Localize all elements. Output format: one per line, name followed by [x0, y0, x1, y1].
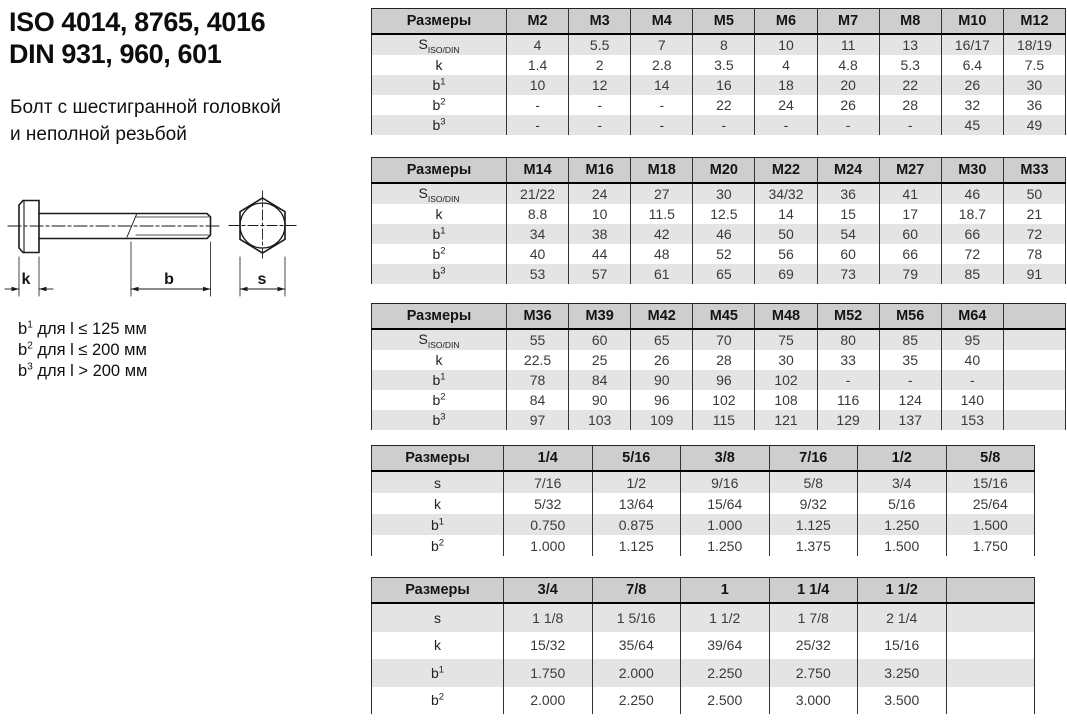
table-header-row [372, 578, 1035, 604]
value-cell: 80 [817, 329, 879, 350]
dimension-k-label: k [21, 271, 31, 288]
row-label-cell: $S_{ISO/DIN}$ [372, 34, 507, 55]
dimension-row [372, 204, 1066, 224]
inch-dimensions-table-threequarters-to-oneandahalf [371, 577, 1035, 714]
value-cell: 15/16 [858, 632, 947, 660]
size-header-cell: 5/16 [592, 446, 681, 472]
value-cell: - [631, 115, 693, 135]
value-cell: 1.500 [858, 535, 947, 556]
table-header-row [372, 446, 1035, 472]
value-cell: 5.5 [569, 34, 631, 55]
value-cell: - [507, 115, 569, 135]
value-cell: 2.000 [504, 687, 593, 715]
value-cell: - [693, 115, 755, 135]
value-cell: 72 [941, 244, 1003, 264]
value-cell: 0.875 [592, 514, 681, 535]
value-cell: 85 [879, 329, 941, 350]
value-cell: 79 [879, 264, 941, 284]
note-line: $b^1$ для l ≤ 125 мм [18, 319, 147, 338]
value-cell: 25/64 [946, 493, 1035, 514]
value-cell: 22 [879, 75, 941, 95]
value-cell: 15/64 [681, 493, 770, 514]
size-header-cell: M45 [693, 304, 755, 330]
value-cell: 129 [817, 410, 879, 430]
size-header-cell: M42 [631, 304, 693, 330]
dimension-row [372, 264, 1066, 284]
value-cell: 1.125 [592, 535, 681, 556]
value-cell: 78 [507, 370, 569, 390]
dimension-row [372, 493, 1035, 514]
value-cell: 18.7 [941, 204, 1003, 224]
value-cell: 32 [941, 95, 1003, 115]
value-cell: - [569, 95, 631, 115]
size-header-cell: M52 [817, 304, 879, 330]
size-header-cell: M6 [755, 9, 817, 35]
value-cell: - [941, 370, 1003, 390]
value-cell: 55 [507, 329, 569, 350]
value-cell [946, 659, 1035, 687]
value-cell: 78 [1003, 244, 1065, 264]
size-header-cell: 1/2 [858, 446, 947, 472]
din-standards-line: DIN 931, 960, 601 [9, 39, 222, 69]
value-cell: 5/16 [858, 493, 947, 514]
value-cell: 8.8 [507, 204, 569, 224]
value-cell: 21/22 [507, 183, 569, 204]
row-label-cell: $b^1$ [372, 514, 504, 535]
size-header-cell [1003, 304, 1065, 330]
value-cell: 16/17 [941, 34, 1003, 55]
row-label-header-cell: Размеры [372, 446, 504, 472]
row-label-header-cell: Размеры [372, 578, 504, 604]
dimension-row [372, 603, 1035, 632]
size-header-cell: M7 [817, 9, 879, 35]
value-cell: 1.375 [769, 535, 858, 556]
value-cell: 1.250 [681, 535, 770, 556]
bolt-head-outline [19, 201, 39, 253]
size-header-cell: M48 [755, 304, 817, 330]
standards-title [9, 6, 265, 70]
value-cell: 3/4 [858, 471, 947, 493]
dimension-row [372, 687, 1035, 715]
value-cell: 14 [755, 204, 817, 224]
value-cell: 2.500 [681, 687, 770, 715]
value-cell [1003, 370, 1065, 390]
value-cell: 3.500 [858, 687, 947, 715]
value-cell: 28 [879, 95, 941, 115]
iso-standards-line: ISO 4014, 8765, 4016 [9, 7, 266, 37]
size-header-cell: M10 [941, 9, 1003, 35]
value-cell: 26 [817, 95, 879, 115]
value-cell: 121 [755, 410, 817, 430]
value-cell: 65 [631, 329, 693, 350]
notes [18, 319, 147, 382]
size-header-cell: 5/8 [946, 446, 1035, 472]
dimension-row [372, 471, 1035, 493]
size-header-cell: M12 [1003, 9, 1065, 35]
value-cell: 28 [693, 350, 755, 370]
size-header-cell: M56 [879, 304, 941, 330]
value-cell: 60 [879, 224, 941, 244]
row-label-cell: $b^2$ [432, 391, 446, 408]
value-cell: 41 [879, 183, 941, 204]
row-label-cell: s [372, 603, 504, 632]
value-cell: 30 [693, 183, 755, 204]
value-cell: - [569, 115, 631, 135]
value-cell: 1.250 [858, 514, 947, 535]
value-cell: 2.250 [681, 659, 770, 687]
value-cell: - [631, 95, 693, 115]
value-cell: 90 [569, 390, 631, 410]
value-cell: 35/64 [592, 632, 681, 660]
value-cell: 60 [569, 329, 631, 350]
value-cell: 16 [693, 75, 755, 95]
value-cell: 1.000 [681, 514, 770, 535]
value-cell: 1.125 [769, 514, 858, 535]
row-label-cell: k [434, 637, 441, 654]
value-cell: - [755, 115, 817, 135]
value-cell: 9/16 [681, 471, 770, 493]
value-cell: 6.4 [941, 55, 1003, 75]
value-cell: 30 [755, 350, 817, 370]
value-cell: 2.250 [592, 687, 681, 715]
value-cell: 85 [941, 264, 1003, 284]
size-header-cell: 1 1/4 [769, 578, 858, 604]
size-header-cell: M20 [693, 158, 755, 184]
value-cell: 57 [569, 264, 631, 284]
size-header-cell: 1 [681, 578, 770, 604]
dimension-row [372, 514, 1035, 535]
size-header-cell: 1/4 [504, 446, 593, 472]
value-cell: - [879, 370, 941, 390]
size-header-cell: M24 [817, 158, 879, 184]
value-cell: - [817, 370, 879, 390]
row-label-header-cell: Размеры [372, 9, 507, 35]
row-label-cell: $b^1$ [372, 75, 507, 95]
value-cell: 11.5 [631, 204, 693, 224]
value-cell: 102 [693, 390, 755, 410]
value-cell: 5/8 [769, 471, 858, 493]
value-cell: 7.5 [1003, 55, 1065, 75]
value-cell: 46 [941, 183, 1003, 204]
value-cell: 24 [569, 183, 631, 204]
size-header-cell: M5 [693, 9, 755, 35]
value-cell: 66 [941, 224, 1003, 244]
value-cell: 15/16 [946, 471, 1035, 493]
value-cell: 35 [879, 350, 941, 370]
inch-dimensions-table-quarter-to-fiveeighths [371, 445, 1035, 556]
size-header-cell: M8 [879, 9, 941, 35]
value-cell: 124 [879, 390, 941, 410]
value-cell: 116 [817, 390, 879, 410]
value-cell: 15 [817, 204, 879, 224]
value-cell: 12.5 [693, 204, 755, 224]
value-cell [1003, 410, 1065, 430]
row-label-cell: $b^1$ [372, 659, 504, 687]
value-cell: 11 [817, 34, 879, 55]
dimension-row [372, 224, 1066, 244]
dimension-row [372, 410, 1066, 430]
metric-dimensions-table-m36-m64 [371, 303, 1066, 430]
row-label-cell: $b^1$ [372, 370, 507, 390]
value-cell [1003, 329, 1065, 350]
product-description [10, 94, 281, 148]
value-cell: 15/32 [504, 632, 593, 660]
value-cell: 10 [507, 75, 569, 95]
size-header-cell: M33 [1003, 158, 1065, 184]
value-cell: 10 [755, 34, 817, 55]
value-cell: 17 [879, 204, 941, 224]
row-label-cell: $b^3$ [372, 264, 507, 284]
row-label-cell: $b^2$ [430, 691, 445, 709]
value-cell: 66 [879, 244, 941, 264]
value-cell: 60 [817, 244, 879, 264]
row-label-cell: k [435, 206, 443, 222]
dimension-row [372, 34, 1066, 55]
value-cell: 34 [507, 224, 569, 244]
value-cell: 54 [817, 224, 879, 244]
value-cell: 1 7/8 [769, 603, 858, 632]
value-cell: 1 5/16 [592, 603, 681, 632]
value-cell [946, 632, 1035, 660]
dimension-row [372, 535, 1035, 556]
value-cell: 44 [569, 244, 631, 264]
size-header-cell: M16 [569, 158, 631, 184]
value-cell: 26 [631, 350, 693, 370]
dimension-s-label: s [257, 271, 267, 288]
value-cell: 2 [569, 55, 631, 75]
dimension-b-label: b [164, 271, 174, 288]
metric-dimensions-table-m14-m33 [371, 157, 1066, 284]
row-label-header-cell: Размеры [372, 304, 507, 330]
value-cell: 22 [693, 95, 755, 115]
size-header-cell: M64 [941, 304, 1003, 330]
value-cell: 1 1/8 [504, 603, 593, 632]
value-cell: 7/16 [504, 471, 593, 493]
value-cell: 1.750 [504, 659, 593, 687]
dimension-row [372, 75, 1066, 95]
value-cell: 18/19 [1003, 34, 1065, 55]
value-cell: 40 [507, 244, 569, 264]
description-line-2: и неполной резьбой [10, 124, 187, 145]
value-cell: 95 [941, 329, 1003, 350]
size-header-cell: 7/8 [592, 578, 681, 604]
value-cell: 48 [631, 244, 693, 264]
value-cell: 5/32 [504, 493, 593, 514]
value-cell: 153 [941, 410, 1003, 430]
value-cell: 36 [817, 183, 879, 204]
row-label-cell: $S_{ISO/DIN}$ [372, 183, 507, 204]
value-cell: 137 [879, 410, 941, 430]
size-header-cell: 3/4 [504, 578, 593, 604]
dimension-row [372, 329, 1066, 350]
row-label-cell: k [435, 57, 443, 73]
value-cell: 46 [693, 224, 755, 244]
size-header-cell: M4 [631, 9, 693, 35]
row-label-cell: $b^1$ [372, 224, 507, 244]
value-cell: 25/32 [769, 632, 858, 660]
size-header-cell: M3 [569, 9, 631, 35]
table-header-row [372, 304, 1066, 330]
value-cell: 4.8 [817, 55, 879, 75]
value-cell: 65 [693, 264, 755, 284]
value-cell: - [817, 115, 879, 135]
value-cell: 13 [879, 34, 941, 55]
value-cell: 108 [755, 390, 817, 410]
dimension-row [372, 659, 1035, 687]
table-header-row [372, 9, 1066, 35]
row-label-cell: s [372, 471, 504, 493]
row-label-cell: k [434, 495, 441, 512]
value-cell: 69 [755, 264, 817, 284]
size-header-cell: M14 [507, 158, 569, 184]
value-cell: 8 [693, 34, 755, 55]
value-cell [946, 687, 1035, 715]
value-cell: 12 [569, 75, 631, 95]
size-header-cell: M30 [941, 158, 1003, 184]
value-cell: 26 [941, 75, 1003, 95]
value-cell: 2.8 [631, 55, 693, 75]
value-cell: 2 1/4 [858, 603, 947, 632]
value-cell [946, 603, 1035, 632]
description-line-1: Болт с шестигранной головкой [10, 97, 281, 118]
dimension-row [372, 183, 1066, 204]
value-cell: 40 [941, 350, 1003, 370]
row-label-cell: $b^2$ [432, 245, 446, 262]
value-cell: 10 [569, 204, 631, 224]
value-cell: 84 [507, 390, 569, 410]
size-header-cell: M2 [507, 9, 569, 35]
value-cell: 103 [569, 410, 631, 430]
size-header-cell: M36 [507, 304, 569, 330]
value-cell: 2.000 [592, 659, 681, 687]
value-cell: 102 [755, 370, 817, 390]
size-header-cell: M39 [569, 304, 631, 330]
value-cell: 22.5 [507, 350, 569, 370]
dimension-row [372, 632, 1035, 660]
value-cell: - [879, 115, 941, 135]
size-header-cell [946, 578, 1035, 604]
value-cell: 72 [1003, 224, 1065, 244]
dimension-row [372, 370, 1066, 390]
value-cell: 50 [755, 224, 817, 244]
row-label-cell: $b^2$ [430, 536, 445, 554]
dimension-row [372, 244, 1066, 264]
value-cell: 20 [817, 75, 879, 95]
value-cell: 39/64 [681, 632, 770, 660]
value-cell: 96 [631, 390, 693, 410]
size-header-cell: M22 [755, 158, 817, 184]
value-cell: 1 1/2 [681, 603, 770, 632]
value-cell: 52 [693, 244, 755, 264]
value-cell: 96 [693, 370, 755, 390]
size-header-cell: M18 [631, 158, 693, 184]
value-cell: 1/2 [592, 471, 681, 493]
value-cell: 27 [631, 183, 693, 204]
value-cell: 7 [631, 34, 693, 55]
value-cell: - [507, 95, 569, 115]
note-line: $b^3$ для l > 200 мм [18, 361, 148, 380]
value-cell: 30 [1003, 75, 1065, 95]
value-cell: 1.4 [507, 55, 569, 75]
value-cell: 1.500 [946, 514, 1035, 535]
size-header-cell: M27 [879, 158, 941, 184]
value-cell: 33 [817, 350, 879, 370]
value-cell: 140 [941, 390, 1003, 410]
row-label-cell: $b^3$ [372, 410, 507, 430]
value-cell: 53 [507, 264, 569, 284]
value-cell: 2.750 [769, 659, 858, 687]
table-header-row [372, 158, 1066, 184]
value-cell: 3.250 [858, 659, 947, 687]
dimension-row [372, 390, 1066, 410]
size-header-cell: 1 1/2 [858, 578, 947, 604]
value-cell: 36 [1003, 95, 1065, 115]
value-cell: 0.750 [504, 514, 593, 535]
value-cell: 56 [755, 244, 817, 264]
dimension-row [372, 95, 1066, 115]
row-label-header-cell: Размеры [372, 158, 507, 184]
value-cell: 45 [941, 115, 1003, 135]
value-cell: 73 [817, 264, 879, 284]
value-cell: 3.000 [769, 687, 858, 715]
value-cell: 61 [631, 264, 693, 284]
value-cell: 115 [693, 410, 755, 430]
row-label-cell: $b^3$ [372, 115, 507, 135]
row-label-cell: $S_{ISO/DIN}$ [372, 329, 507, 350]
value-cell [1003, 350, 1065, 370]
value-cell: 97 [507, 410, 569, 430]
value-cell: 1.750 [946, 535, 1035, 556]
value-cell: 34/32 [755, 183, 817, 204]
value-cell: 75 [755, 329, 817, 350]
value-cell: 24 [755, 95, 817, 115]
size-header-cell: 3/8 [681, 446, 770, 472]
value-cell: 4 [755, 55, 817, 75]
value-cell: 70 [693, 329, 755, 350]
value-cell: 9/32 [769, 493, 858, 514]
value-cell: 109 [631, 410, 693, 430]
size-header-cell: 7/16 [769, 446, 858, 472]
dimension-row [372, 350, 1066, 370]
value-cell: 13/64 [592, 493, 681, 514]
metric-dimensions-table-m2-m12 [371, 8, 1066, 135]
value-cell [1003, 390, 1065, 410]
row-label-cell: k [435, 352, 443, 368]
value-cell: 42 [631, 224, 693, 244]
value-cell: 21 [1003, 204, 1065, 224]
value-cell: 4 [507, 34, 569, 55]
value-cell: 5.3 [879, 55, 941, 75]
note-line: $b^2$ для l ≤ 200 мм [18, 340, 147, 359]
value-cell: 3.5 [693, 55, 755, 75]
value-cell: 14 [631, 75, 693, 95]
value-cell: 1.000 [504, 535, 593, 556]
value-cell: 18 [755, 75, 817, 95]
value-cell: 38 [569, 224, 631, 244]
value-cell: 84 [569, 370, 631, 390]
bolt-technical-drawing [0, 183, 312, 307]
dimension-row [372, 115, 1066, 135]
value-cell: 90 [631, 370, 693, 390]
value-cell: 25 [569, 350, 631, 370]
value-cell: 91 [1003, 264, 1065, 284]
value-cell: 50 [1003, 183, 1065, 204]
row-label-cell: $b^2$ [432, 96, 446, 113]
dimension-row [372, 55, 1066, 75]
value-cell: 49 [1003, 115, 1065, 135]
